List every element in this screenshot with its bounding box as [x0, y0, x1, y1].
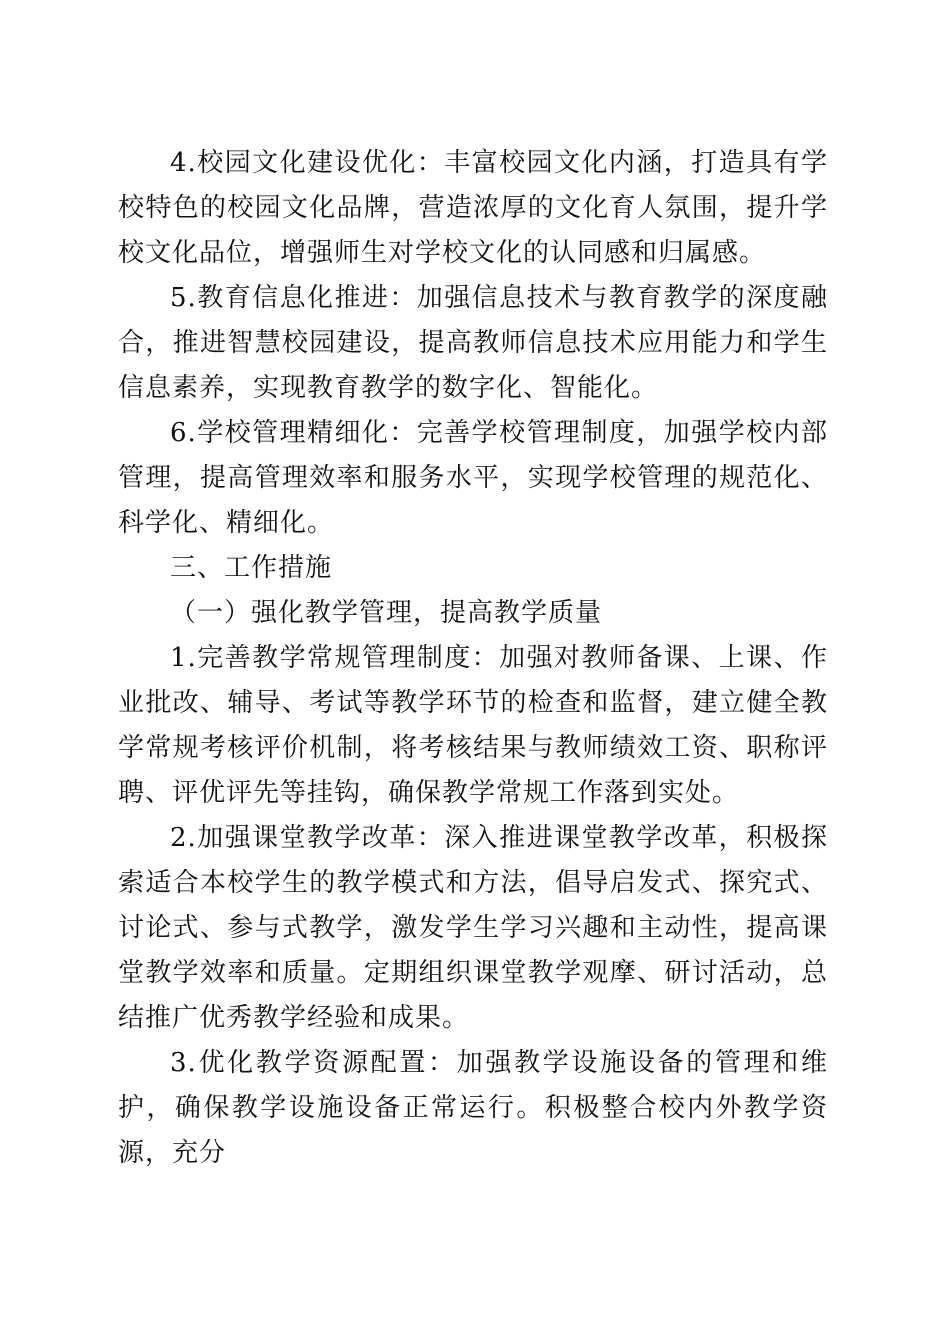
measure-item-1: 1.完善教学常规管理制度：加强对教师备课、上课、作业批改、辅导、考试等教学环节的检查和监督，建立健全教学常规考核评价机制，将考核结果与教师绩效工资、职称评聘、评优评先等挂钩，确保教学常规工作落到实处。: [118, 643, 828, 808]
measure-item-2: 2.加强课堂教学改革：深入推进课堂教学改革，积极探索适合本校学生的教学模式和方法，倡导启发式、探究式、讨论式、参与式教学，激发学生学习兴趣和主动性，提高课堂教学效率和质量。定期组织课堂教学观摩、研讨活动，总结推广优秀教学经验和成果。: [118, 823, 828, 1033]
document-body: [118, 141, 828, 1176]
subsection-heading: （一）强化教学管理，提高教学质量: [170, 598, 603, 628]
paragraph-item-6: 6.学校管理精细化：完善学校管理制度，加强学校内部管理，提高管理效率和服务水平，实现学校管理的规范化、科学化、精细化。: [118, 418, 828, 538]
paragraph-item-4: 4.校园文化建设优化：丰富校园文化内涵，打造具有学校特色的校园文化品牌，营造浓厚的文化育人氛围，提升学校文化品位，增强师生对学校文化的认同感和归属感。: [118, 148, 828, 268]
section-heading: 三、工作措施: [170, 553, 333, 583]
paragraph-item-5: 5.教育信息化推进：加强信息技术与教育教学的深度融合，推进智慧校园建设，提高教师信息技术应用能力和学生信息素养，实现教育教学的数字化、智能化。: [118, 283, 828, 403]
measure-item-3: 3.优化教学资源配置：加强教学设施设备的管理和维护，确保教学设施设备正常运行。积极整合校内外教学资源，充分: [118, 1048, 828, 1168]
